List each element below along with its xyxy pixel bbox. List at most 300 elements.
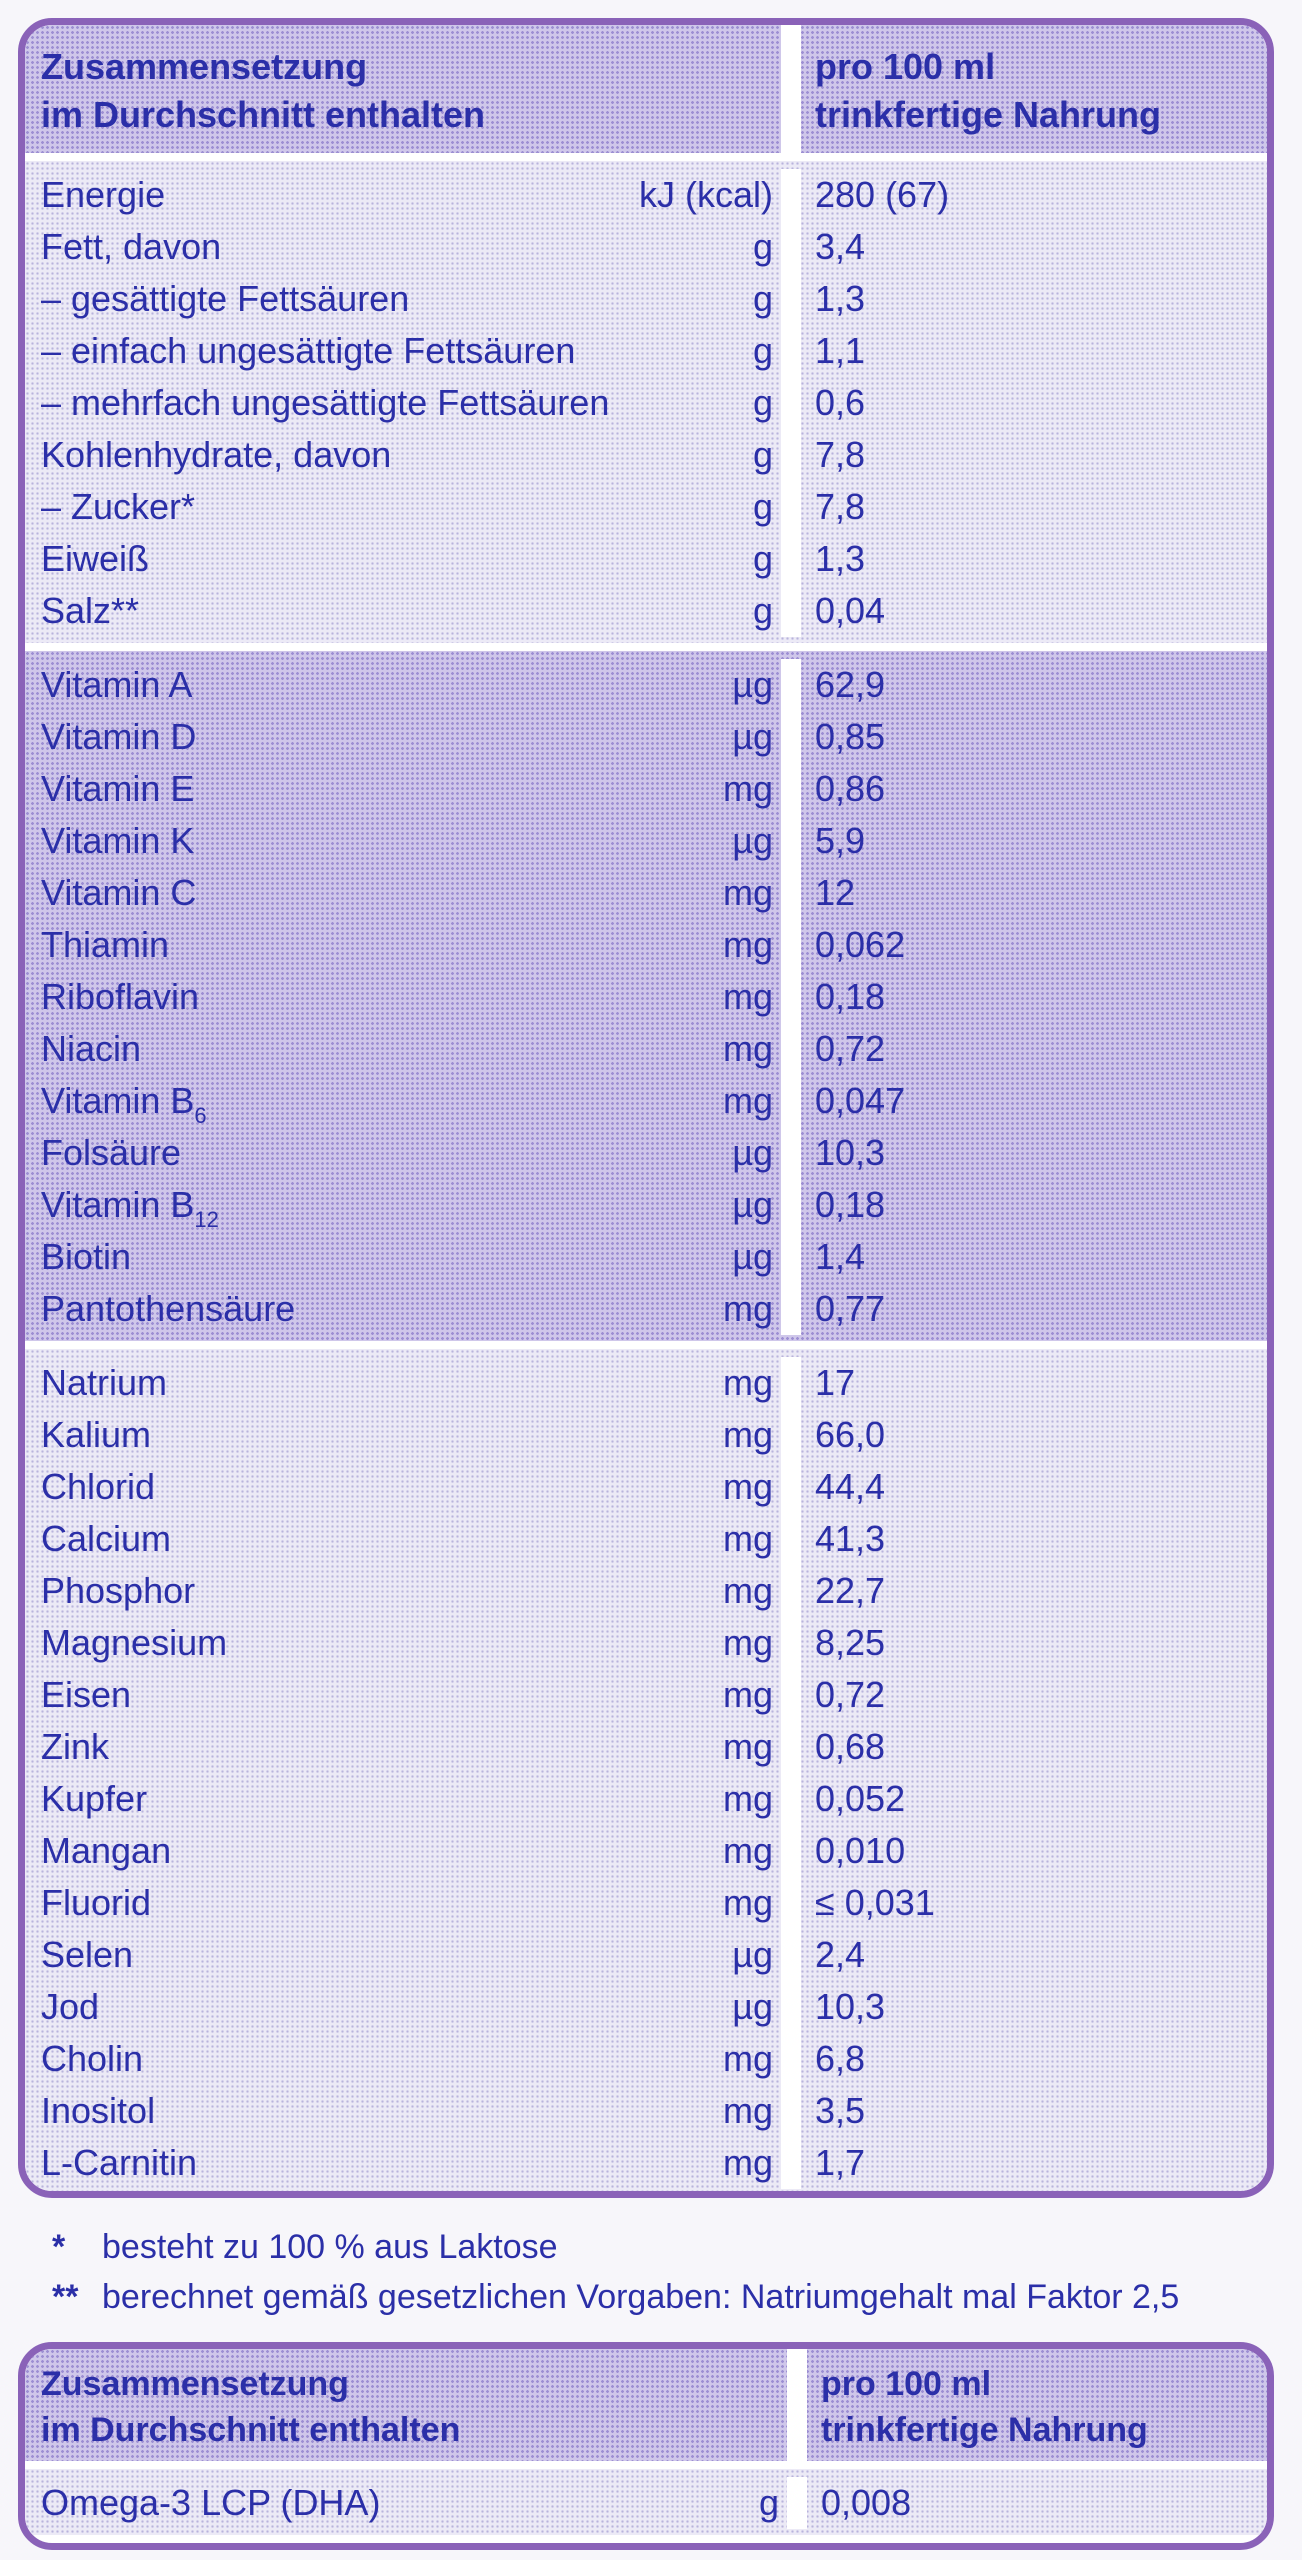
nutrient-value: 1,3 xyxy=(815,278,866,319)
nutrient-name-text: Cholin xyxy=(41,2038,144,2079)
nutrient-value: 0,6 xyxy=(815,382,866,423)
nutrient-name xyxy=(41,1518,172,1559)
nutrient-value: 17 xyxy=(815,1362,856,1403)
header-right-line2: trinkfertige Nahrung xyxy=(821,2411,1148,2449)
nutrient-name-text: Folsäure xyxy=(41,1132,182,1173)
column-divider xyxy=(781,1617,801,1669)
row-label xyxy=(41,2090,781,2131)
nutrient-name-text: Biotin xyxy=(41,1236,132,1277)
table-row xyxy=(25,585,1267,637)
table-row xyxy=(25,867,1267,919)
omega-table xyxy=(18,2342,1274,2550)
nutrient-name xyxy=(41,1570,196,1611)
column-divider xyxy=(781,971,801,1023)
nutrient-unit: µg xyxy=(732,1236,773,1277)
nutrient-name xyxy=(41,1184,219,1232)
row-label xyxy=(41,1830,781,1871)
nutrient-name-text: – Zucker* xyxy=(41,486,196,527)
nutrient-name-text: – mehrfach ungesättigte Fettsäuren xyxy=(41,382,610,423)
header-right-line1: pro 100 ml xyxy=(821,2365,992,2403)
row-label xyxy=(41,590,781,631)
row-label xyxy=(41,2038,781,2079)
column-divider xyxy=(781,1669,801,1721)
nutrient-name-text: Vitamin A xyxy=(41,664,193,705)
minerals-section xyxy=(25,1349,1267,2195)
nutrient-name xyxy=(41,538,150,579)
section-divider xyxy=(25,643,1267,651)
nutrient-name-text: – gesättigte Fettsäuren xyxy=(41,278,410,319)
nutrient-value: 62,9 xyxy=(815,664,886,705)
table-header xyxy=(25,25,1267,153)
nutrient-value: 10,3 xyxy=(815,1132,886,1173)
table-row xyxy=(25,2033,1267,2085)
nutrient-name xyxy=(41,872,197,913)
table-row xyxy=(25,1357,1267,1409)
table-row xyxy=(25,169,1267,221)
column-divider xyxy=(781,273,801,325)
header-right xyxy=(801,25,1267,153)
row-label xyxy=(41,1414,781,1455)
column-divider xyxy=(781,1825,801,1877)
nutrient-value: 6,8 xyxy=(815,2038,866,2079)
nutrient-unit: µg xyxy=(732,664,773,705)
header-left-line2: im Durchschnitt enthalten xyxy=(41,2411,461,2449)
nutrient-unit: mg xyxy=(722,1466,773,1507)
nutrient-unit: mg xyxy=(722,976,773,1017)
nutrient-name-text: Vitamin B xyxy=(41,1080,195,1121)
nutrient-name-text: Riboflavin xyxy=(41,976,200,1017)
nutrient-name xyxy=(41,278,410,319)
nutrient-name-text: Vitamin E xyxy=(41,768,195,809)
column-divider xyxy=(781,1283,801,1335)
column-divider xyxy=(781,1179,801,1231)
nutrient-name-text: Niacin xyxy=(41,1028,142,1069)
nutrient-value: 280 (67) xyxy=(815,174,950,215)
nutrient-value: 66,0 xyxy=(815,1414,886,1455)
nutrient-name xyxy=(41,1288,296,1329)
nutrient-unit: g xyxy=(752,330,773,371)
header-left-line1: Zusammensetzung xyxy=(41,2365,349,2403)
nutrient-name-text: Vitamin B xyxy=(41,1184,195,1225)
table-row xyxy=(25,377,1267,429)
table-row xyxy=(25,815,1267,867)
table-row xyxy=(25,273,1267,325)
column-divider xyxy=(781,815,801,867)
footnote-1 xyxy=(52,2222,1179,2272)
table-row xyxy=(25,325,1267,377)
nutrient-name xyxy=(41,434,392,475)
nutrient-value: 0,062 xyxy=(815,924,906,965)
table-row xyxy=(25,533,1267,585)
column-divider xyxy=(781,763,801,815)
nutrient-unit: µg xyxy=(732,1934,773,1975)
nutrient-name xyxy=(41,768,195,809)
table-header xyxy=(25,2349,1267,2461)
nutrient-name xyxy=(41,590,140,631)
nutrient-unit: mg xyxy=(722,1778,773,1819)
nutrient-name xyxy=(41,1622,228,1663)
nutrient-value: 0,18 xyxy=(815,976,886,1017)
nutrient-unit: mg xyxy=(722,768,773,809)
nutrient-name-text: Vitamin D xyxy=(41,716,197,757)
row-label xyxy=(41,1236,781,1277)
nutrient-name xyxy=(41,1986,100,2027)
nutrient-name xyxy=(41,330,576,371)
column-divider xyxy=(781,585,801,637)
nutrient-unit: µg xyxy=(732,820,773,861)
column-divider xyxy=(781,1513,801,1565)
column-divider xyxy=(781,1773,801,1825)
nutrient-value: 41,3 xyxy=(815,1518,886,1559)
row-label xyxy=(41,486,781,527)
row-label xyxy=(41,1028,781,1069)
row-label xyxy=(41,330,781,371)
nutrient-unit: g xyxy=(752,486,773,527)
header-left xyxy=(41,25,781,153)
nutrient-unit: mg xyxy=(722,1830,773,1871)
section-divider xyxy=(25,153,1267,161)
column-divider xyxy=(781,169,801,221)
nutrient-name xyxy=(41,924,170,965)
row-label xyxy=(41,924,781,965)
table-row xyxy=(25,1023,1267,1075)
row-label xyxy=(41,1622,781,1663)
nutrient-name-text: Magnesium xyxy=(41,1622,228,1663)
row-label xyxy=(41,768,781,809)
row-label xyxy=(41,434,781,475)
nutrient-value: 44,4 xyxy=(815,1466,886,1507)
row-label xyxy=(41,2482,787,2523)
nutrient-subscript: 6 xyxy=(194,1103,207,1128)
nutrient-name-text: L-Carnitin xyxy=(41,2142,198,2183)
nutrient-name xyxy=(41,1466,156,1507)
nutrient-name-text: Selen xyxy=(41,1934,134,1975)
column-divider xyxy=(781,429,801,481)
nutrient-name-text: Eiweiß xyxy=(41,538,150,579)
column-divider xyxy=(781,1409,801,1461)
row-label xyxy=(41,1570,781,1611)
nutrient-name xyxy=(41,820,195,861)
row-label xyxy=(41,1288,781,1329)
row-label xyxy=(41,1726,781,1767)
nutrient-name-text: Phosphor xyxy=(41,1570,196,1611)
row-label xyxy=(41,1518,781,1559)
header-left xyxy=(41,2349,787,2461)
nutrient-name-text: Vitamin C xyxy=(41,872,197,913)
nutrition-table xyxy=(18,18,1274,2198)
table-row xyxy=(25,1669,1267,1721)
footnote-text: besteht zu 100 % aus Laktose xyxy=(102,2228,558,2266)
column-divider xyxy=(781,1461,801,1513)
nutrient-name xyxy=(41,1080,207,1128)
header-right-line1: pro 100 ml xyxy=(815,46,996,87)
nutrient-value: 0,85 xyxy=(815,716,886,757)
nutrient-name-text: Inositol xyxy=(41,2090,156,2131)
nutrient-name-text: Fluorid xyxy=(41,1882,152,1923)
table-row xyxy=(25,711,1267,763)
nutrient-unit: mg xyxy=(722,1674,773,1715)
nutrient-unit: mg xyxy=(722,2090,773,2131)
nutrient-name-text: Vitamin K xyxy=(41,820,195,861)
footnote-2 xyxy=(52,2272,1179,2322)
column-divider xyxy=(781,1023,801,1075)
column-divider xyxy=(781,1357,801,1409)
column-divider xyxy=(781,25,801,153)
column-divider xyxy=(781,325,801,377)
row-label xyxy=(41,1184,781,1232)
nutrient-unit: mg xyxy=(722,2038,773,2079)
table-row xyxy=(25,919,1267,971)
nutrient-unit: g xyxy=(752,538,773,579)
nutrient-name-text: Eisen xyxy=(41,1674,132,1715)
nutrient-value: 0,86 xyxy=(815,768,886,809)
nutrient-subscript: 12 xyxy=(194,1207,219,1232)
nutrient-name xyxy=(41,1882,152,1923)
column-divider xyxy=(781,1075,801,1127)
header-right xyxy=(807,2349,1267,2461)
row-label xyxy=(41,1362,781,1403)
nutrient-value: 1,4 xyxy=(815,1236,866,1277)
nutrient-name-text: Kupfer xyxy=(41,1778,148,1819)
nutrient-value: 5,9 xyxy=(815,820,866,861)
table-row xyxy=(25,659,1267,711)
table-row xyxy=(25,429,1267,481)
table-row xyxy=(25,1283,1267,1335)
nutrient-value: 3,5 xyxy=(815,2090,866,2131)
row-label xyxy=(41,820,781,861)
nutrient-name xyxy=(41,1830,172,1871)
nutrient-value: 22,7 xyxy=(815,1570,886,1611)
column-divider xyxy=(781,1929,801,1981)
nutrient-value: ≤ 0,031 xyxy=(815,1882,935,1923)
column-divider xyxy=(781,1877,801,1929)
nutrient-value: 7,8 xyxy=(815,434,866,475)
nutrient-name xyxy=(41,2090,156,2131)
nutrient-unit: mg xyxy=(722,1414,773,1455)
table-row xyxy=(25,1461,1267,1513)
nutrient-name-text: Salz** xyxy=(41,590,140,631)
omega-section xyxy=(25,2469,1267,2535)
nutrient-name xyxy=(41,382,610,423)
column-divider xyxy=(787,2477,807,2529)
nutrient-name xyxy=(41,1236,132,1277)
table-row xyxy=(25,1513,1267,1565)
nutrient-value: 0,047 xyxy=(815,1080,906,1121)
column-divider xyxy=(781,1565,801,1617)
row-label xyxy=(41,872,781,913)
nutrient-name xyxy=(41,1934,134,1975)
nutrient-unit: mg xyxy=(722,924,773,965)
footnote-text: berechnet gemäß gesetzlichen Vorgaben: Natriumgehalt mal Faktor 2,5 xyxy=(102,2278,1180,2316)
nutrient-name xyxy=(41,1362,168,1403)
row-label xyxy=(41,226,781,267)
table-row xyxy=(25,1981,1267,2033)
column-divider xyxy=(781,1721,801,1773)
table-row xyxy=(25,481,1267,533)
table-row xyxy=(25,763,1267,815)
nutrient-unit: g xyxy=(752,226,773,267)
row-label xyxy=(41,1080,781,1128)
nutrient-name-text: Kalium xyxy=(41,1414,152,1455)
nutrient-unit: mg xyxy=(722,1080,773,1121)
header-left-line2: im Durchschnitt enthalten xyxy=(41,94,486,135)
nutrient-name-text: Thiamin xyxy=(41,924,170,965)
row-label xyxy=(41,1132,781,1173)
table-row xyxy=(25,1231,1267,1283)
macronutrients-section xyxy=(25,161,1267,643)
nutrient-unit: mg xyxy=(722,1028,773,1069)
nutrient-unit: kJ (kcal) xyxy=(639,174,773,215)
column-divider xyxy=(781,1231,801,1283)
table-row xyxy=(25,1929,1267,1981)
column-divider xyxy=(787,2349,807,2461)
nutrient-value: 0,68 xyxy=(815,1726,886,1767)
column-divider xyxy=(781,867,801,919)
table-row xyxy=(25,1773,1267,1825)
section-divider xyxy=(25,2461,1267,2469)
nutrient-name-text: Energie xyxy=(41,174,166,215)
table-row xyxy=(25,1179,1267,1231)
nutrient-name-text: Mangan xyxy=(41,1830,172,1871)
column-divider xyxy=(781,221,801,273)
table-row xyxy=(25,1617,1267,1669)
nutrient-unit: g xyxy=(752,278,773,319)
nutrient-unit: g xyxy=(752,382,773,423)
row-label xyxy=(41,174,781,215)
row-label xyxy=(41,1778,781,1819)
table-row xyxy=(25,2137,1267,2189)
column-divider xyxy=(781,1127,801,1179)
nutrient-value: 0,72 xyxy=(815,1028,886,1069)
nutrient-name xyxy=(41,486,196,527)
nutrient-name xyxy=(41,1726,110,1767)
table-row xyxy=(25,1075,1267,1127)
nutrient-name xyxy=(41,1674,132,1715)
row-label xyxy=(41,538,781,579)
nutrient-name xyxy=(41,2142,198,2183)
nutrient-value: 0,052 xyxy=(815,1778,906,1819)
nutrient-value: 12 xyxy=(815,872,856,913)
row-label xyxy=(41,1882,781,1923)
column-divider xyxy=(781,533,801,585)
vitamins-section xyxy=(25,651,1267,1341)
table-row xyxy=(25,1721,1267,1773)
nutrient-name xyxy=(41,1028,142,1069)
column-divider xyxy=(781,711,801,763)
nutrient-unit: µg xyxy=(732,716,773,757)
column-divider xyxy=(781,919,801,971)
nutrient-name-text: – einfach ungesättigte Fettsäuren xyxy=(41,330,576,371)
table-row xyxy=(25,1409,1267,1461)
nutrient-name xyxy=(41,226,222,267)
table-row xyxy=(25,1877,1267,1929)
row-label xyxy=(41,382,781,423)
table-row xyxy=(25,1825,1267,1877)
table-row xyxy=(25,971,1267,1023)
nutrient-name-text: Jod xyxy=(41,1986,100,2027)
section-divider xyxy=(25,1341,1267,1349)
column-divider xyxy=(781,2085,801,2137)
column-divider xyxy=(781,2137,801,2189)
nutrient-unit: µg xyxy=(732,1986,773,2027)
footnotes xyxy=(52,2222,1179,2322)
header-right-line2: trinkfertige Nahrung xyxy=(815,94,1162,135)
column-divider xyxy=(781,659,801,711)
nutrient-value: 0,04 xyxy=(815,590,886,631)
nutrient-value: 8,25 xyxy=(815,1622,886,1663)
nutrient-name: Omega-3 LCP (DHA) xyxy=(41,2482,381,2523)
nutrient-value: 0,18 xyxy=(815,1184,886,1225)
nutrient-value: 0,72 xyxy=(815,1674,886,1715)
table-row xyxy=(25,221,1267,273)
nutrient-unit: µg xyxy=(732,1132,773,1173)
table-row xyxy=(25,2477,1267,2529)
nutrient-value: 7,8 xyxy=(815,486,866,527)
nutrient-name xyxy=(41,976,200,1017)
nutrient-name xyxy=(41,1132,182,1173)
nutrient-value: 1,7 xyxy=(815,2142,866,2183)
row-label xyxy=(41,976,781,1017)
nutrient-unit: mg xyxy=(722,1882,773,1923)
nutrient-name xyxy=(41,1778,148,1819)
nutrient-value: 0,77 xyxy=(815,1288,886,1329)
nutrient-unit: mg xyxy=(722,1726,773,1767)
nutrient-unit: mg xyxy=(722,1622,773,1663)
nutrient-name-text: Natrium xyxy=(41,1362,168,1403)
nutrient-name xyxy=(41,716,197,757)
nutrient-name-text: Calcium xyxy=(41,1518,172,1559)
nutrient-name-text: Pantothensäure xyxy=(41,1288,296,1329)
row-label xyxy=(41,2142,781,2183)
nutrient-unit: g xyxy=(758,2482,779,2523)
nutrient-name-text: Chlorid xyxy=(41,1466,156,1507)
row-label xyxy=(41,1986,781,2027)
row-label xyxy=(41,664,781,705)
nutrient-unit: g xyxy=(752,434,773,475)
row-label xyxy=(41,716,781,757)
nutrient-value: 1,3 xyxy=(815,538,866,579)
nutrient-value: 3,4 xyxy=(815,226,866,267)
nutrient-value: 2,4 xyxy=(815,1934,866,1975)
footnote-mark: * xyxy=(52,2228,66,2266)
column-divider xyxy=(781,481,801,533)
nutrient-unit: mg xyxy=(722,2142,773,2183)
table-row xyxy=(25,1565,1267,1617)
nutrient-unit: mg xyxy=(722,1518,773,1559)
nutrient-unit: mg xyxy=(722,1570,773,1611)
header-left-line1: Zusammensetzung xyxy=(41,46,368,87)
row-label xyxy=(41,278,781,319)
column-divider xyxy=(781,1981,801,2033)
footnote-mark: ** xyxy=(52,2278,79,2316)
nutrient-unit: g xyxy=(752,590,773,631)
nutrient-name-text: Kohlenhydrate, davon xyxy=(41,434,392,475)
nutrient-unit: µg xyxy=(732,1184,773,1225)
nutrient-name xyxy=(41,2038,144,2079)
column-divider xyxy=(781,377,801,429)
nutrient-name xyxy=(41,664,193,705)
nutrient-name-text: Zink xyxy=(41,1726,110,1767)
nutrient-value: 0,010 xyxy=(815,1830,906,1871)
column-divider xyxy=(781,2033,801,2085)
nutrient-unit: mg xyxy=(722,1288,773,1329)
nutrient-value: 1,1 xyxy=(815,330,866,371)
row-label xyxy=(41,1674,781,1715)
table-row xyxy=(25,2085,1267,2137)
nutrient-name xyxy=(41,174,166,215)
nutrient-name xyxy=(41,1414,152,1455)
row-label xyxy=(41,1466,781,1507)
